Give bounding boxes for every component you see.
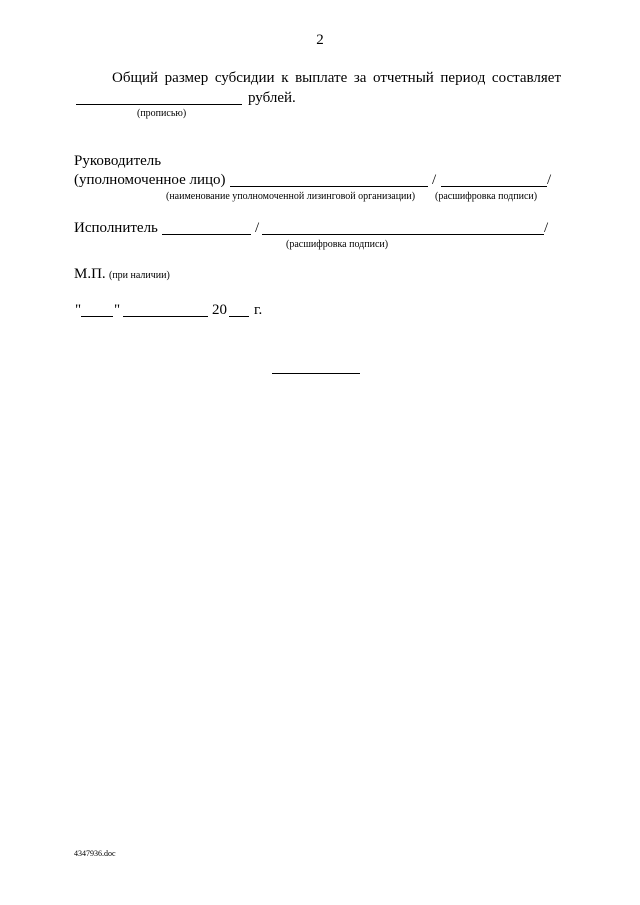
date-year-blank — [229, 316, 249, 317]
executor-separator: / — [255, 220, 260, 236]
executor-name-blank — [262, 234, 544, 235]
head-organization-note: (наименование уполномоченной лизинговой организации) — [166, 191, 416, 202]
date-month-blank — [123, 316, 208, 317]
date-year-prefix: 20 — [212, 302, 227, 318]
date-year-suffix: г. — [254, 302, 263, 318]
footer-filename: 4347936.doc — [74, 849, 116, 858]
head-signature-note: (расшифровка подписи) — [435, 191, 538, 202]
subsidy-in-words-note: (прописью) — [137, 108, 187, 119]
executor-separator-end: / — [544, 220, 549, 236]
executor-signature-note: (расшифровка подписи) — [286, 239, 389, 250]
subsidy-amount-blank — [76, 104, 242, 105]
head-title: Руководитель — [74, 153, 162, 169]
head-authorized-person: (уполномоченное лицо) — [74, 172, 226, 188]
executor-label: Исполнитель — [74, 220, 158, 236]
stamp-note: (при наличии) — [109, 270, 170, 281]
executor-signature-blank — [162, 234, 251, 235]
page-number: 2 — [316, 32, 324, 48]
head-separator: / — [432, 172, 437, 188]
date-quote-close: " — [114, 302, 121, 318]
date-quote-open: " — [75, 302, 82, 318]
head-signature-blank — [441, 186, 547, 187]
date-day-blank — [81, 316, 113, 317]
head-organization-blank — [230, 186, 428, 187]
head-separator-end: / — [547, 172, 552, 188]
subsidy-sentence: Общий размер субсидии к выплате за отчетный период составляет — [112, 70, 561, 86]
stamp-label: М.П. — [74, 266, 106, 282]
subsidy-currency: рублей. — [248, 90, 296, 106]
end-separator-line — [272, 373, 360, 374]
